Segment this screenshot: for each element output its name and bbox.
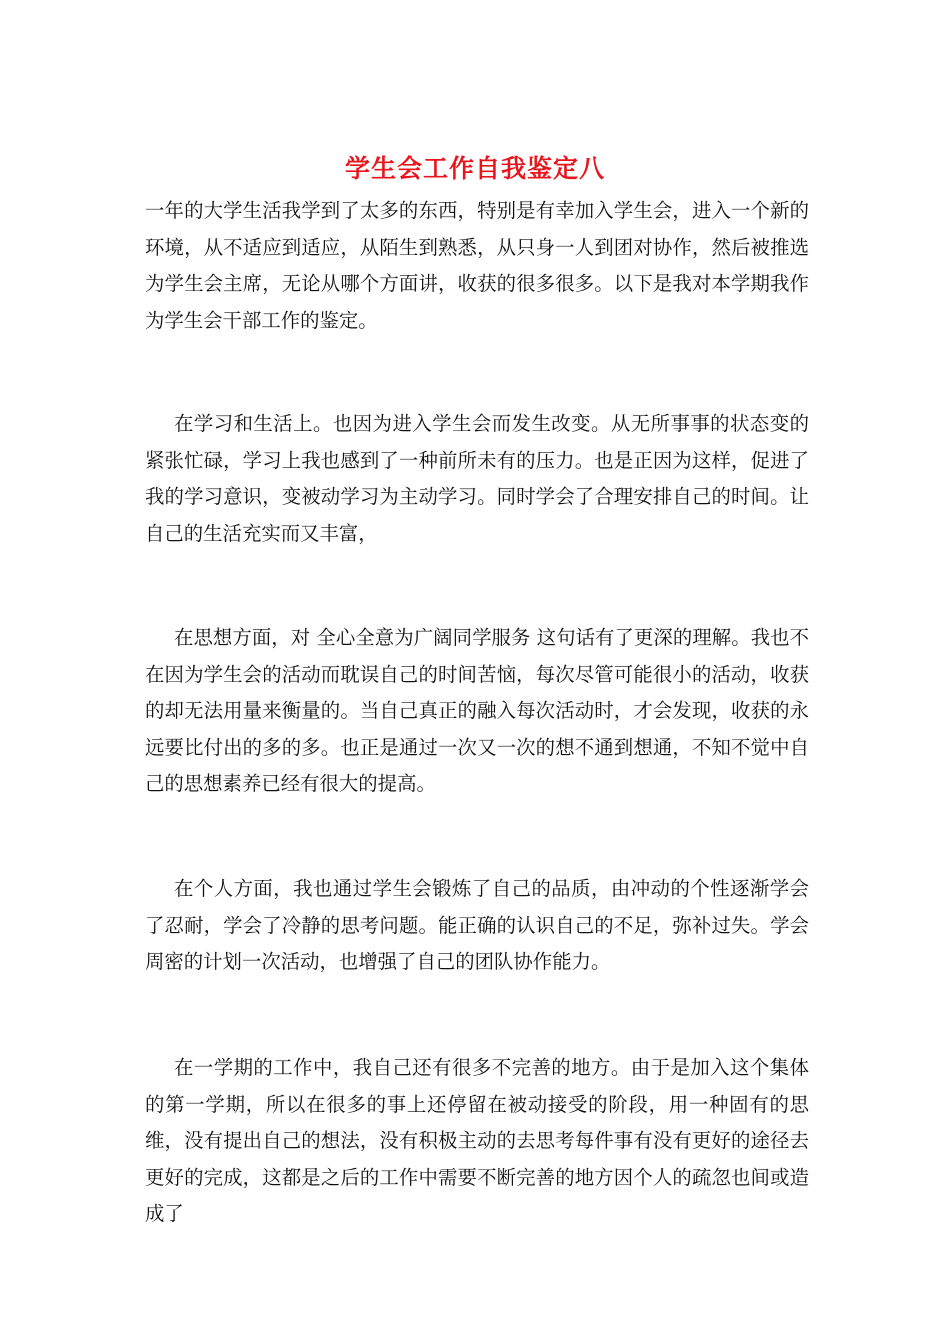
paragraph-study-life: 在学习和生活上。也因为进入学生会而发生改变。从无所事事的状态变的紧张忙碌，学习上我也感到了一种前所未有的压力。也是正因为这样，促进了我的学习意识，变被动学习为主动学习。同时学会了合理安排自己的时间。让自己的生活充实而又丰富， bbox=[145, 412, 809, 545]
paragraph-shortcomings: 在一学期的工作中，我自己还有很多不完善的地方。由于是加入这个集体的第一学期，所以在很多的事上还停留在被动接受的阶段，用一种固有的思维，没有提出自己的想法，没有积极主动的去思考每件事有没有更好的途径去更好的完成，这都是之后的工作中需要不断完善的地方因个人的疏忽也间或造成了 bbox=[145, 1056, 809, 1226]
paragraph-intro: 一年的大学生活我学到了太多的东西，特别是有幸加入学生会，进入一个新的环境，从不适应到适应，从陌生到熟悉，从只身一人到团对协作，然后被推选为学生会主席，无论从哪个方面讲，收获的很多很多。以下是我对本学期我作为学生会干部工作的鉴定。 bbox=[145, 199, 809, 332]
paragraph-thinking: 在思想方面，对 全心全意为广阔同学服务 这句话有了更深的理解。我也不在因为学生会的活动而耽误自己的时间苦恼，每次尽管可能很小的活动，收获的却无法用量来衡量的。当自己真正的融入每次活动时，才会发现，收获的永远要比付出的多的多。也正是通过一次又一次的想不通到想通，不知不觉中自己的思想素养已经有很大的提高。 bbox=[145, 626, 809, 796]
page-title: 学生会工作自我鉴定八 bbox=[344, 154, 605, 183]
paragraph-personal: 在个人方面，我也通过学生会锻炼了自己的品质，由冲动的个性逐渐学会了忍耐，学会了冷静的思考问题。能正确的认识自己的不足，弥补过失。学会周密的计划一次活动，也增强了自己的团队协作能力。 bbox=[145, 877, 809, 974]
